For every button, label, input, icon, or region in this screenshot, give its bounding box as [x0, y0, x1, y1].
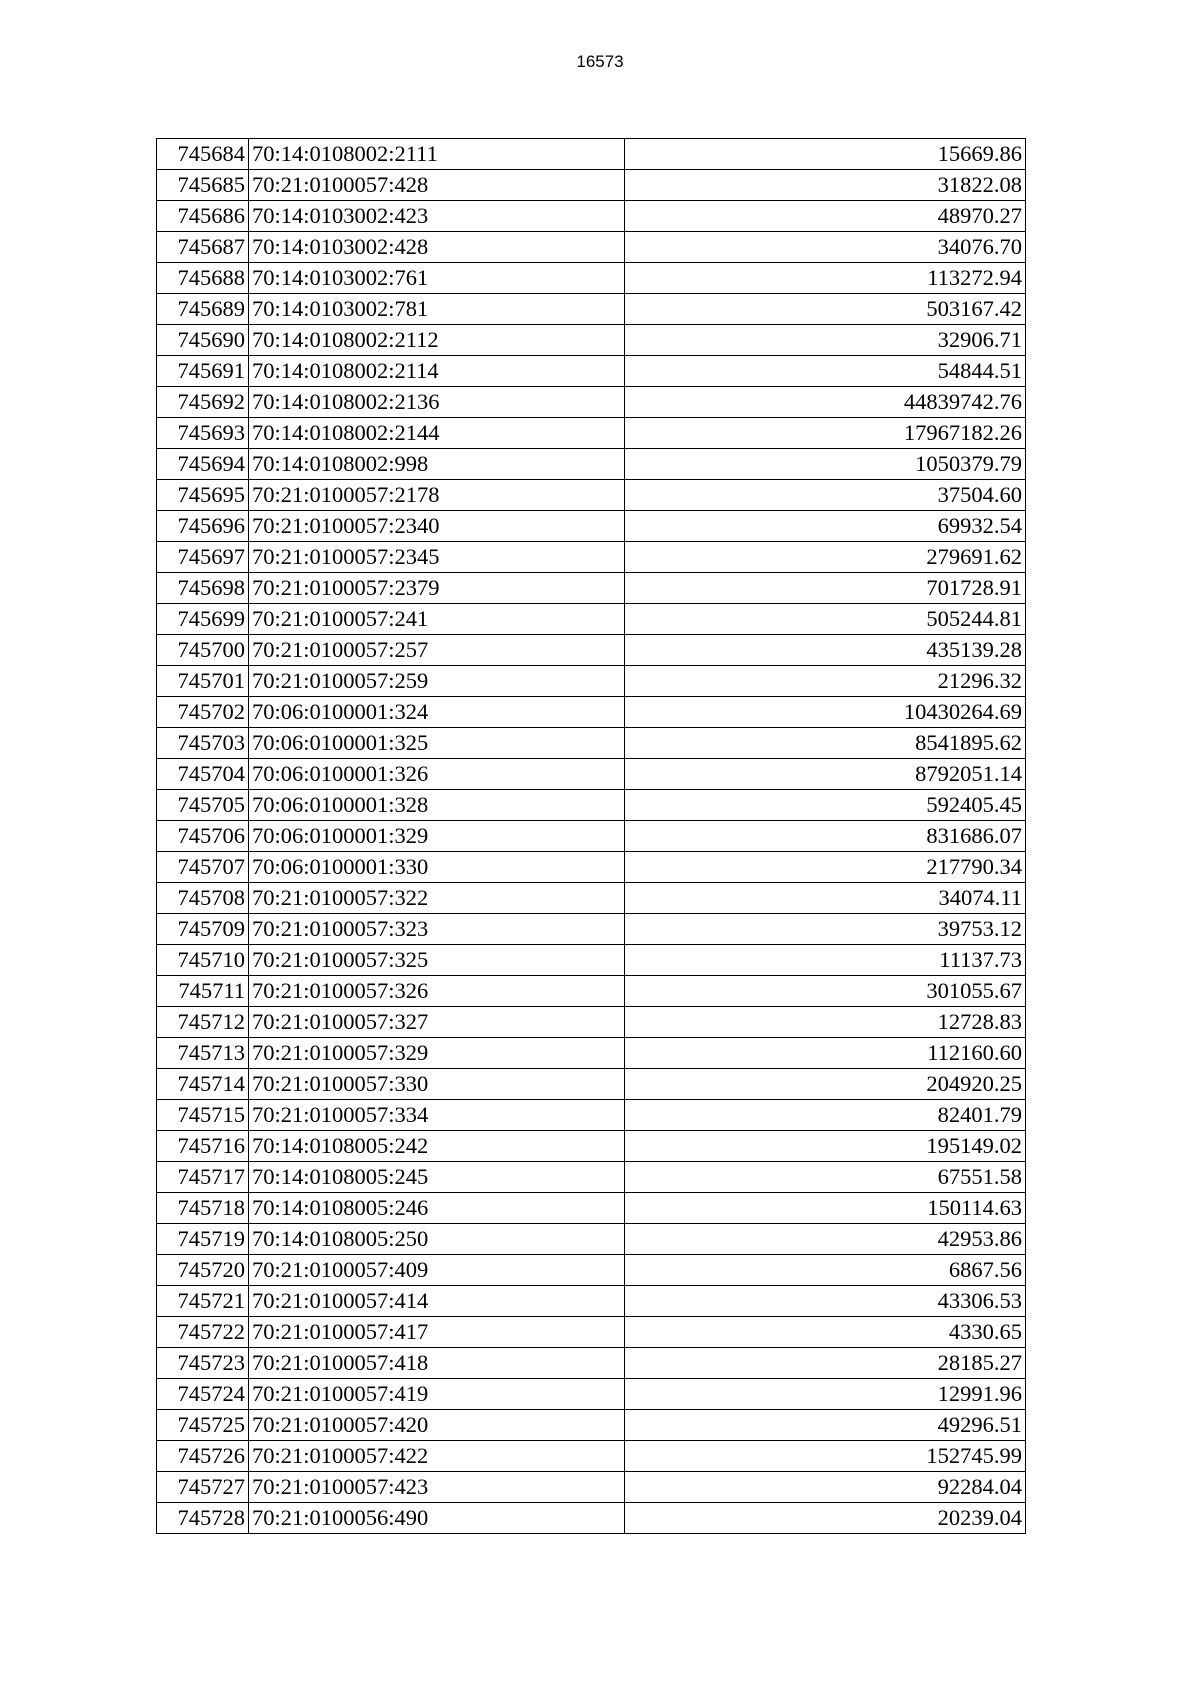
row-number-cell: 745704 [157, 759, 249, 790]
table-row [157, 1286, 1026, 1317]
cadastral-number-cell: 70:21:0100057:423 [249, 1472, 625, 1503]
table-row [157, 1472, 1026, 1503]
row-number-cell: 745706 [157, 821, 249, 852]
table-row [157, 759, 1026, 790]
table-row [157, 1379, 1026, 1410]
row-number-cell: 745712 [157, 1007, 249, 1038]
row-number-cell: 745698 [157, 573, 249, 604]
cadastral-value-cell: 34074.11 [625, 883, 1026, 914]
cadastral-value-cell: 44839742.76 [625, 387, 1026, 418]
cadastral-value-cell: 150114.63 [625, 1193, 1026, 1224]
cadastral-number-cell: 70:14:0108002:2114 [249, 356, 625, 387]
cadastral-number-cell: 70:14:0103002:428 [249, 232, 625, 263]
cadastral-number-cell: 70:21:0100057:322 [249, 883, 625, 914]
row-number-cell: 745694 [157, 449, 249, 480]
table-row [157, 1410, 1026, 1441]
cadastral-value-cell: 505244.81 [625, 604, 1026, 635]
cadastral-value-cell: 48970.27 [625, 201, 1026, 232]
cadastral-value-cell: 701728.91 [625, 573, 1026, 604]
cadastral-number-cell: 70:21:0100057:257 [249, 635, 625, 666]
row-number-cell: 745693 [157, 418, 249, 449]
table-row [157, 201, 1026, 232]
cadastral-value-cell: 21296.32 [625, 666, 1026, 697]
row-number-cell: 745700 [157, 635, 249, 666]
cadastral-value-cell: 32906.71 [625, 325, 1026, 356]
table-row [157, 945, 1026, 976]
cadastral-value-cell: 49296.51 [625, 1410, 1026, 1441]
row-number-cell: 745723 [157, 1348, 249, 1379]
cadastral-number-cell: 70:21:0100057:327 [249, 1007, 625, 1038]
cadastral-value-cell: 42953.86 [625, 1224, 1026, 1255]
row-number-cell: 745699 [157, 604, 249, 635]
table-row [157, 1100, 1026, 1131]
cadastral-number-cell: 70:21:0100057:2340 [249, 511, 625, 542]
table-row [157, 697, 1026, 728]
cadastral-number-cell: 70:06:0100001:324 [249, 697, 625, 728]
cadastral-number-cell: 70:06:0100001:330 [249, 852, 625, 883]
table-row [157, 976, 1026, 1007]
cadastral-number-cell: 70:14:0108005:245 [249, 1162, 625, 1193]
table-row [157, 480, 1026, 511]
cadastral-value-cell: 195149.02 [625, 1131, 1026, 1162]
cadastral-value-cell: 1050379.79 [625, 449, 1026, 480]
cadastral-number-cell: 70:21:0100057:259 [249, 666, 625, 697]
cadastral-number-cell: 70:21:0100057:2178 [249, 480, 625, 511]
table-row [157, 914, 1026, 945]
table-row [157, 1131, 1026, 1162]
row-number-cell: 745707 [157, 852, 249, 883]
row-number-cell: 745695 [157, 480, 249, 511]
row-number-cell: 745705 [157, 790, 249, 821]
cadastral-number-cell: 70:21:0100057:414 [249, 1286, 625, 1317]
row-number-cell: 745711 [157, 976, 249, 1007]
cadastral-number-cell: 70:21:0100057:417 [249, 1317, 625, 1348]
cadastral-value-cell: 12728.83 [625, 1007, 1026, 1038]
cadastral-number-cell: 70:21:0100057:329 [249, 1038, 625, 1069]
row-number-cell: 745720 [157, 1255, 249, 1286]
cadastral-value-cell: 10430264.69 [625, 697, 1026, 728]
cadastral-number-cell: 70:06:0100001:329 [249, 821, 625, 852]
table-row [157, 263, 1026, 294]
cadastral-value-cell: 31822.08 [625, 170, 1026, 201]
cadastral-value-cell: 43306.53 [625, 1286, 1026, 1317]
table-row [157, 325, 1026, 356]
table-row [157, 1069, 1026, 1100]
table-row [157, 1162, 1026, 1193]
table-row [157, 852, 1026, 883]
table-row [157, 604, 1026, 635]
row-number-cell: 745686 [157, 201, 249, 232]
table-row [157, 883, 1026, 914]
cadastral-number-cell: 70:14:0103002:423 [249, 201, 625, 232]
table-row [157, 294, 1026, 325]
row-number-cell: 745684 [157, 139, 249, 170]
cadastral-value-table [156, 138, 1026, 1534]
cadastral-value-cell: 592405.45 [625, 790, 1026, 821]
row-number-cell: 745690 [157, 325, 249, 356]
row-number-cell: 745708 [157, 883, 249, 914]
cadastral-value-cell: 6867.56 [625, 1255, 1026, 1286]
cadastral-number-cell: 70:14:0108002:2112 [249, 325, 625, 356]
cadastral-number-cell: 70:21:0100057:334 [249, 1100, 625, 1131]
cadastral-number-cell: 70:14:0108002:998 [249, 449, 625, 480]
row-number-cell: 745725 [157, 1410, 249, 1441]
cadastral-value-cell: 28185.27 [625, 1348, 1026, 1379]
table-body [157, 139, 1026, 1534]
cadastral-value-cell: 217790.34 [625, 852, 1026, 883]
cadastral-value-cell: 831686.07 [625, 821, 1026, 852]
cadastral-number-cell: 70:21:0100057:419 [249, 1379, 625, 1410]
table-row [157, 1441, 1026, 1472]
cadastral-number-cell: 70:06:0100001:326 [249, 759, 625, 790]
table-row [157, 573, 1026, 604]
table-row [157, 1255, 1026, 1286]
row-number-cell: 745692 [157, 387, 249, 418]
row-number-cell: 745713 [157, 1038, 249, 1069]
table-row [157, 1224, 1026, 1255]
cadastral-number-cell: 70:21:0100057:326 [249, 976, 625, 1007]
table-row [157, 1193, 1026, 1224]
cadastral-value-cell: 152745.99 [625, 1441, 1026, 1472]
cadastral-value-cell: 8792051.14 [625, 759, 1026, 790]
row-number-cell: 745719 [157, 1224, 249, 1255]
row-number-cell: 745697 [157, 542, 249, 573]
cadastral-value-cell: 204920.25 [625, 1069, 1026, 1100]
table-row [157, 1348, 1026, 1379]
cadastral-value-cell: 15669.86 [625, 139, 1026, 170]
row-number-cell: 745721 [157, 1286, 249, 1317]
table-row [157, 1038, 1026, 1069]
row-number-cell: 745703 [157, 728, 249, 759]
row-number-cell: 745726 [157, 1441, 249, 1472]
cadastral-number-cell: 70:14:0108005:242 [249, 1131, 625, 1162]
table-row [157, 790, 1026, 821]
cadastral-number-cell: 70:21:0100057:330 [249, 1069, 625, 1100]
table-row [157, 666, 1026, 697]
cadastral-value-cell: 4330.65 [625, 1317, 1026, 1348]
table-row [157, 542, 1026, 573]
cadastral-number-cell: 70:21:0100057:409 [249, 1255, 625, 1286]
cadastral-value-cell: 11137.73 [625, 945, 1026, 976]
cadastral-number-cell: 70:21:0100057:325 [249, 945, 625, 976]
cadastral-value-cell: 92284.04 [625, 1472, 1026, 1503]
cadastral-number-cell: 70:21:0100057:323 [249, 914, 625, 945]
row-number-cell: 745688 [157, 263, 249, 294]
cadastral-number-cell: 70:21:0100056:490 [249, 1503, 625, 1534]
table-row [157, 449, 1026, 480]
cadastral-number-cell: 70:14:0108002:2111 [249, 139, 625, 170]
cadastral-number-cell: 70:06:0100001:328 [249, 790, 625, 821]
row-number-cell: 745714 [157, 1069, 249, 1100]
cadastral-value-cell: 82401.79 [625, 1100, 1026, 1131]
table-row [157, 821, 1026, 852]
cadastral-value-cell: 54844.51 [625, 356, 1026, 387]
cadastral-value-cell: 39753.12 [625, 914, 1026, 945]
cadastral-number-cell: 70:21:0100057:2379 [249, 573, 625, 604]
row-number-cell: 745722 [157, 1317, 249, 1348]
cadastral-number-cell: 70:14:0103002:761 [249, 263, 625, 294]
page-number: 16573 [576, 52, 624, 71]
table-row [157, 418, 1026, 449]
table-row [157, 1007, 1026, 1038]
table-row [157, 139, 1026, 170]
table-row [157, 232, 1026, 263]
cadastral-value-cell: 37504.60 [625, 480, 1026, 511]
cadastral-value-cell: 113272.94 [625, 263, 1026, 294]
cadastral-value-cell: 435139.28 [625, 635, 1026, 666]
row-number-cell: 745691 [157, 356, 249, 387]
cadastral-number-cell: 70:21:0100057:422 [249, 1441, 625, 1472]
cadastral-number-cell: 70:14:0108002:2144 [249, 418, 625, 449]
row-number-cell: 745701 [157, 666, 249, 697]
row-number-cell: 745728 [157, 1503, 249, 1534]
table-row [157, 511, 1026, 542]
row-number-cell: 745716 [157, 1131, 249, 1162]
cadastral-number-cell: 70:14:0108002:2136 [249, 387, 625, 418]
cadastral-value-cell: 279691.62 [625, 542, 1026, 573]
row-number-cell: 745696 [157, 511, 249, 542]
cadastral-value-cell: 67551.58 [625, 1162, 1026, 1193]
table-row [157, 387, 1026, 418]
row-number-cell: 745687 [157, 232, 249, 263]
table-row [157, 356, 1026, 387]
cadastral-value-cell: 34076.70 [625, 232, 1026, 263]
cadastral-number-cell: 70:21:0100057:418 [249, 1348, 625, 1379]
row-number-cell: 745717 [157, 1162, 249, 1193]
table-row [157, 728, 1026, 759]
cadastral-value-cell: 20239.04 [625, 1503, 1026, 1534]
table-row [157, 635, 1026, 666]
cadastral-value-cell: 301055.67 [625, 976, 1026, 1007]
row-number-cell: 745685 [157, 170, 249, 201]
row-number-cell: 745702 [157, 697, 249, 728]
cadastral-value-cell: 17967182.26 [625, 418, 1026, 449]
cadastral-number-cell: 70:06:0100001:325 [249, 728, 625, 759]
row-number-cell: 745689 [157, 294, 249, 325]
cadastral-value-cell: 8541895.62 [625, 728, 1026, 759]
cadastral-number-cell: 70:21:0100057:420 [249, 1410, 625, 1441]
table-row [157, 1317, 1026, 1348]
row-number-cell: 745709 [157, 914, 249, 945]
cadastral-number-cell: 70:14:0108005:246 [249, 1193, 625, 1224]
cadastral-value-cell: 112160.60 [625, 1038, 1026, 1069]
cadastral-value-cell: 503167.42 [625, 294, 1026, 325]
row-number-cell: 745710 [157, 945, 249, 976]
cadastral-value-cell: 12991.96 [625, 1379, 1026, 1410]
cadastral-number-cell: 70:21:0100057:428 [249, 170, 625, 201]
cadastral-number-cell: 70:14:0103002:781 [249, 294, 625, 325]
row-number-cell: 745715 [157, 1100, 249, 1131]
row-number-cell: 745724 [157, 1379, 249, 1410]
table-row [157, 170, 1026, 201]
cadastral-number-cell: 70:21:0100057:2345 [249, 542, 625, 573]
row-number-cell: 745718 [157, 1193, 249, 1224]
row-number-cell: 745727 [157, 1472, 249, 1503]
table-row [157, 1503, 1026, 1534]
cadastral-number-cell: 70:14:0108005:250 [249, 1224, 625, 1255]
cadastral-number-cell: 70:21:0100057:241 [249, 604, 625, 635]
cadastral-value-cell: 69932.54 [625, 511, 1026, 542]
